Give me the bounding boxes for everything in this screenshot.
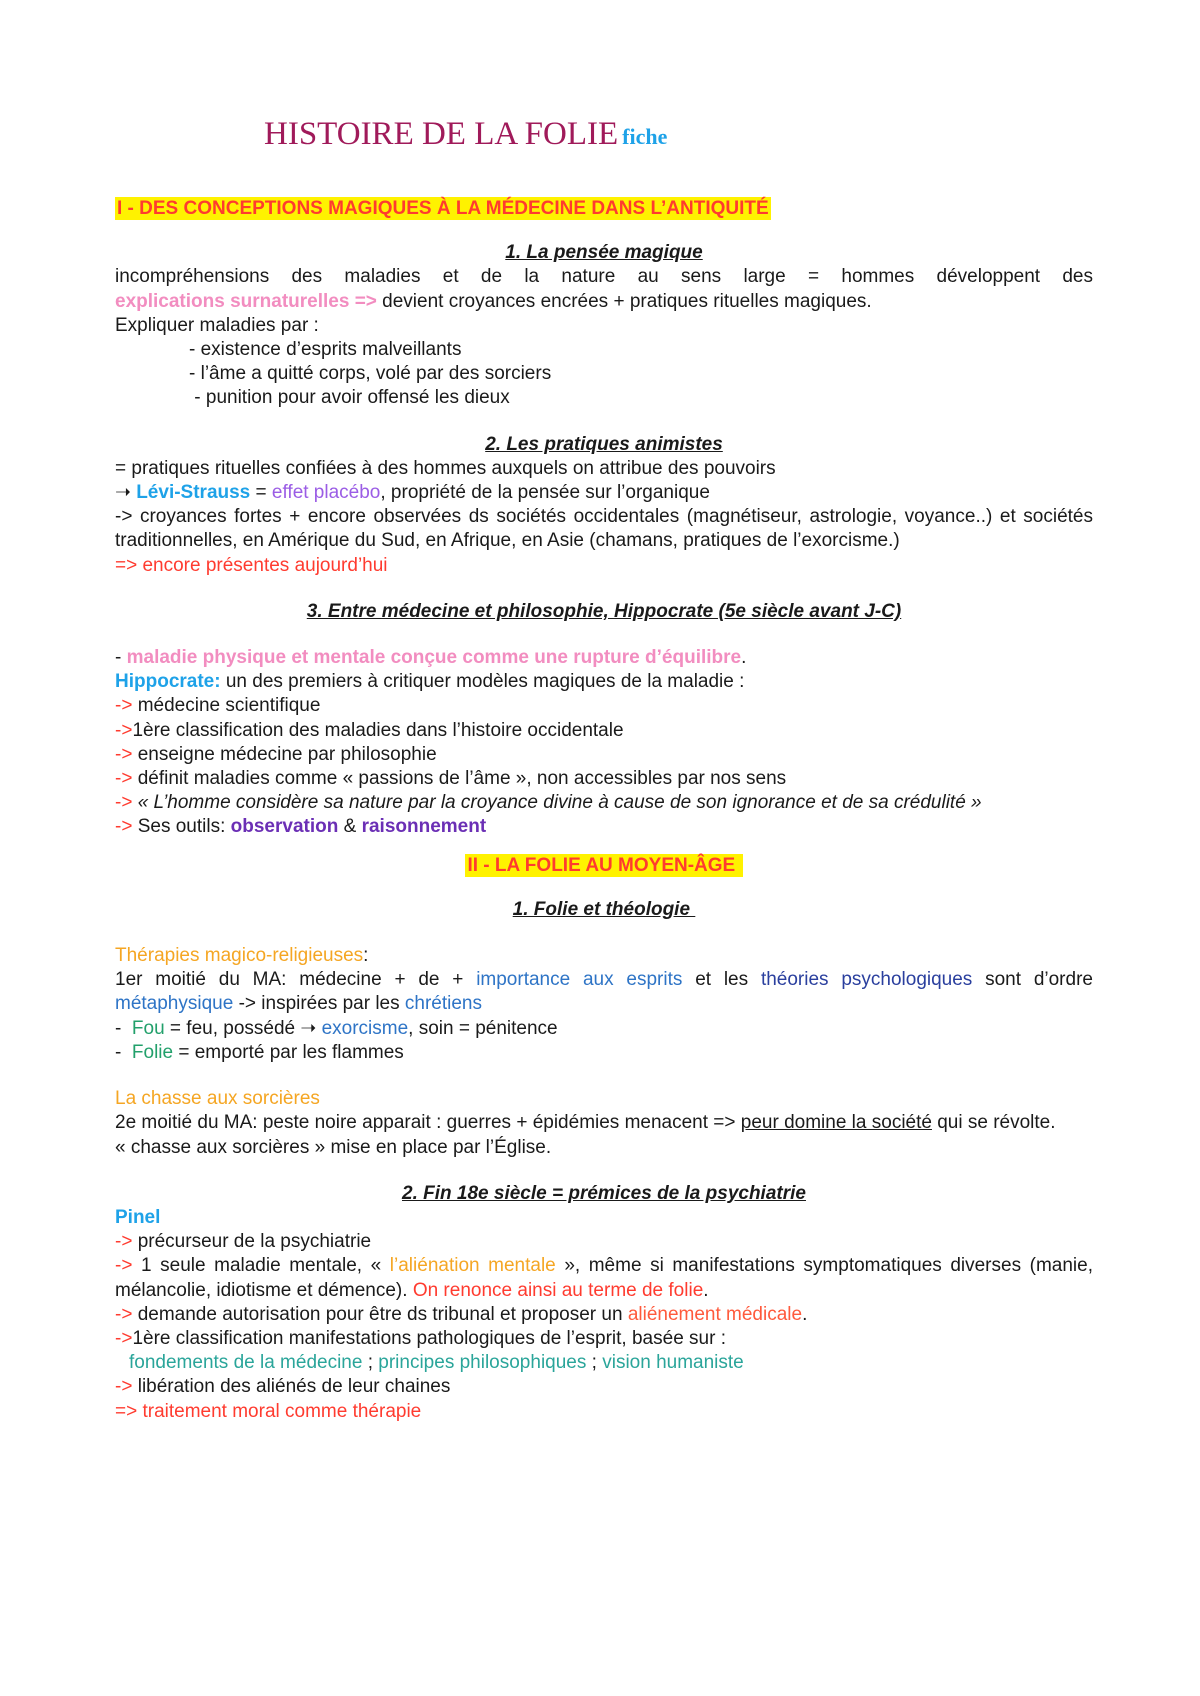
title-tag: fiche <box>622 124 668 149</box>
paragraph: -> croyances fortes + encore observées ds sociétés occidentales (magnétiseur, astrologie, voyance..) et sociétés traditionnelles, en Amérique du Sud, en Afrique, en Asie (chamans, pratiques de l’exorcisme.) <box>115 506 1093 552</box>
subsection-2-2-title: 2. Fin 18e siècle = prémices de la psychiatrie <box>402 1182 806 1204</box>
subsection-2-1-title: 1. Folie et théologie <box>512 898 696 920</box>
list-item: -> 1 seule maladie mentale, « l’aliénation mentale », même si manifestations symptomatiques diverses (manie, mélancolie, idiotisme et démence). On renonce ainsi au terme de folie. <box>115 1255 1093 1301</box>
paragraph: Thérapies magico-religieuses: <box>115 945 369 967</box>
list-item: -> précurseur de la psychiatrie <box>115 1231 372 1253</box>
list-item: - Folie = emporté par les flammes <box>115 1041 404 1063</box>
subsection-1-2-title: 2. Les pratiques animistes <box>485 433 723 455</box>
list-item: -> « L’homme considère sa nature par la croyance divine à cause de son ignorance et de sa crédulité » <box>115 792 982 814</box>
title-main: HISTOIRE DE LA FOLIE <box>264 116 619 152</box>
list-item: -> définit maladies comme « passions de l’âme », non accessibles par nos sens <box>115 768 787 790</box>
paragraph: « chasse aux sorcières » mise en place par l’Église. <box>115 1136 552 1158</box>
paragraph: La chasse aux sorcières <box>115 1088 320 1110</box>
list-item: -> médecine scientifique <box>115 695 321 717</box>
list-item: - existence d’esprits malveillants <box>189 339 462 361</box>
list-item: ->1ère classification manifestations pathologiques de l’esprit, basée sur : <box>115 1327 726 1349</box>
paragraph: Hippocrate: un des premiers à critiquer modèles magiques de la maladie : <box>115 671 745 693</box>
paragraph: = pratiques rituelles confiées à des hommes auxquels on attribue des pouvoirs <box>115 457 776 479</box>
page-title <box>264 112 1093 159</box>
subsection-1-1-title: 1. La pensée magique <box>505 242 703 264</box>
list-item: ->1ère classification des maladies dans l’histoire occidentale <box>115 719 624 741</box>
section-2-heading: II - LA FOLIE AU MOYEN-ÂGE <box>467 854 741 876</box>
paragraph: Expliquer maladies par : <box>115 314 319 336</box>
paragraph: explications surnaturelles => devient croyances encrées + pratiques rituelles magiques. <box>115 290 872 312</box>
paragraph: - maladie physique et mentale conçue comme une rupture d’équilibre. <box>115 647 747 669</box>
paragraph: incompréhensions des maladies et de la nature au sens large = hommes développent des <box>115 266 1093 288</box>
section-1-heading: I - DES CONCEPTIONS MAGIQUES À LA MÉDECINE DANS L’ANTIQUITÉ <box>117 198 769 219</box>
list-item: -> enseigne médecine par philosophie <box>115 743 437 765</box>
list-item: - l’âme a quitté corps, volé par des sorciers <box>189 363 552 385</box>
list-item: fondements de la médecine ; principes philosophiques ; vision humaniste <box>129 1352 744 1374</box>
list-item: -> demande autorisation pour être ds tribunal et proposer un aliénement médicale. <box>115 1303 808 1325</box>
list-item: -> libération des aliénés de leur chaines <box>115 1376 451 1398</box>
paragraph: 1er moitié du MA: médecine + de + importance aux esprits et les théories psychologiques sont d’ordre métaphysique -> inspirées par les chrétiens <box>115 969 1093 1015</box>
paragraph: 2e moitié du MA: peste noire apparait : guerres + épidémies menacent => peur domine la société qui se révolte. <box>115 1112 1056 1134</box>
paragraph: => encore présentes aujourd’hui <box>115 554 388 576</box>
paragraph: ➝ Lévi-Strauss = effet placébo, propriété de la pensée sur l’organique <box>115 482 710 504</box>
list-item: - punition pour avoir offensé les dieux <box>189 387 510 409</box>
paragraph: Pinel <box>115 1206 161 1228</box>
arrow-icon: ➝ <box>115 482 137 504</box>
list-item: - Fou = feu, possédé ➝ exorcisme, soin = pénitence <box>115 1017 558 1039</box>
list-item: -> Ses outils: observation & raisonnement <box>115 816 487 838</box>
subsection-1-3-title: 3. Entre médecine et philosophie, Hippocrate (5e siècle avant J-C) <box>306 600 902 622</box>
list-item: => traitement moral comme thérapie <box>115 1400 422 1422</box>
